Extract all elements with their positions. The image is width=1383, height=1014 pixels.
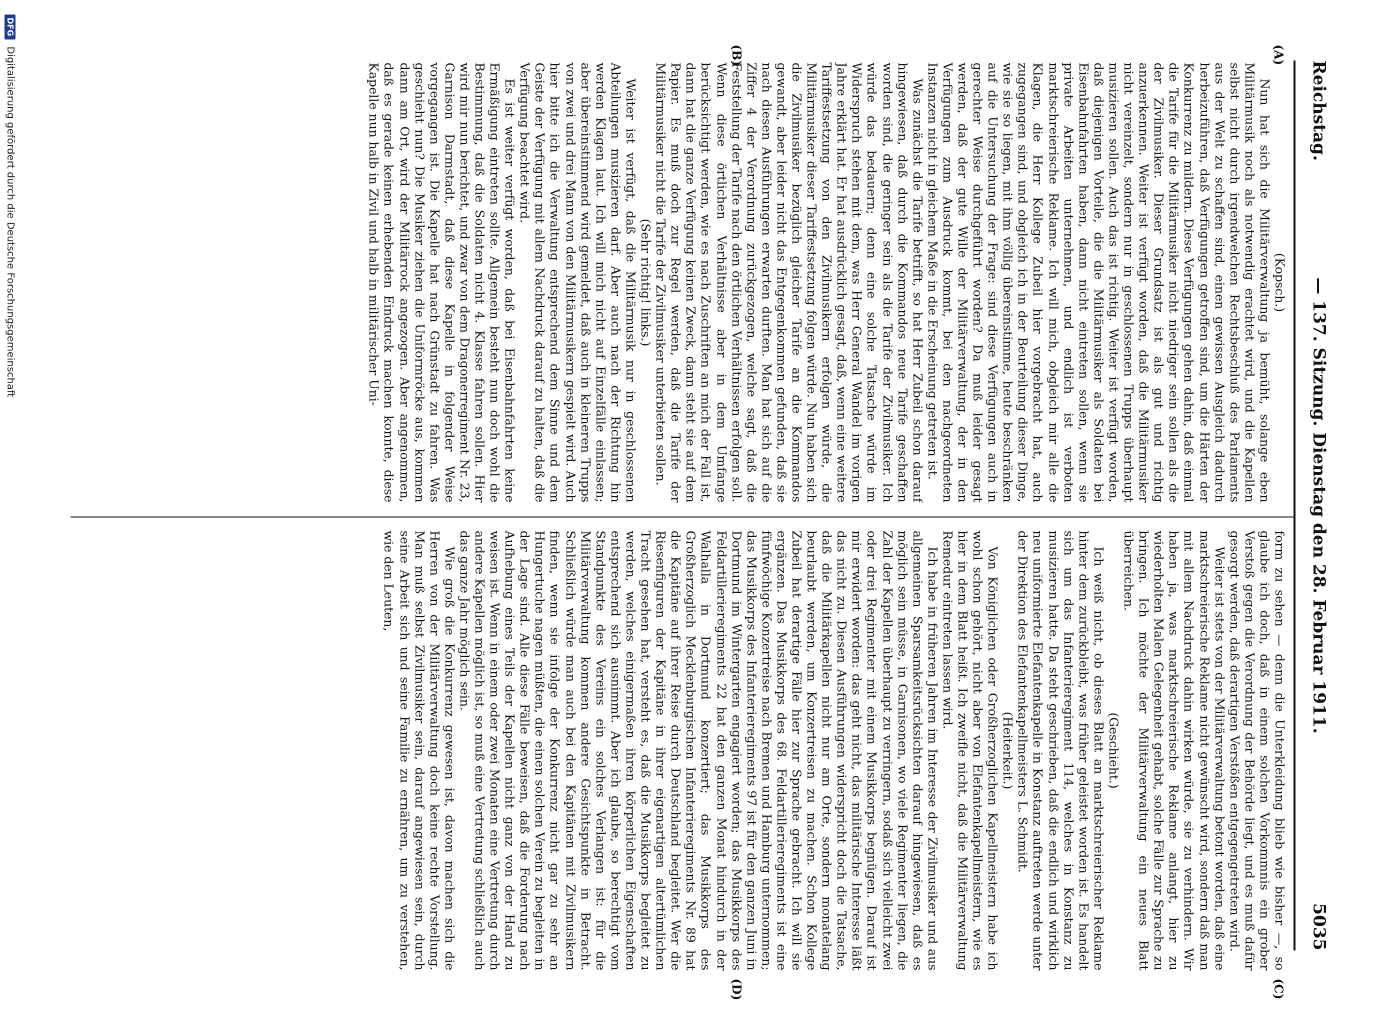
column-divider xyxy=(70,516,1293,517)
page-header xyxy=(1298,60,1328,950)
paragraph: Weiter ist stets von der Militärverwaltung betont worden, daß eine marktschreierische Reklame nicht gewünscht wird, sondern daß man mit allem Nachdruck dahin wirken würde, sie zu verhindern. Wir haben ja, was marktschreierische Reklame anlangt, hier zu wiederholten Malen Gelegenheit gehabt, solche Fälle zur Sprache zu bringen. Ich möchte der Militärverwaltung ein neues Blatt überreichen. xyxy=(1121,530,1227,970)
margin-mark-a: (A) xyxy=(1271,44,1285,65)
speech-interjection: (Geschieht.) xyxy=(1105,711,1121,789)
paragraph: Ich weiß nicht, ob dieses Blatt an marktschreierischer Reklame hinter dem zurückbleibt, was früher geleistet worden ist. Es handelt sich um das Infanterieregiment 114, welches in Konstanz zu musizieren hatte. Da steht geschrieben, daß die endlich und wirklich neu uniformierte Elefantenkapelle in Konstanz auftreten werde unter der Direktion des Elefantenkapellmeisters L. Schmidt. xyxy=(1015,530,1106,970)
margin-mark-c: (C) xyxy=(1271,978,1285,999)
paragraph: Wie groß die Konkurrenz gewesen ist, davon machen sich die Herren von der Militärverwaltung doch keine rechte Vorstellung. Man muß selbst Zivilmusiker sein, darauf angewiesen sein, durch seine Arbeit sich und seine Familie zu ernähren, um zu verstehen, wie den Leuten, xyxy=(381,530,457,970)
page-number: 5035 xyxy=(1308,902,1328,950)
paragraph: Weiter ist verfügt, daß die Militärmusik nur in geschlossenen Abteilungen musizieren darf. Aber auch nach der Richtung hin werden Klagen laut. Ich will mich nicht auf Einzelfälle einlassen; aber übereinstimmend wird gemeldet, daß auch in kleineren Trupps von zwei und drei Mann von den Militärmusikern gespielt wird. Auch hier bitte ich die Verwaltung entsprechend dem Sinne und dem Geiste der Verfügung mit allem Nachdruck darauf zu halten, daß die Verfügung beachtet wird. xyxy=(517,62,638,502)
margin-mark-b: (B) xyxy=(729,44,743,66)
right-column xyxy=(70,530,1287,970)
paragraph: Nun hat sich die Militärverwaltung ja bemüht, solange eben Militärmusik noch als notwendig erachtet wird, und die Kapellen selbst nicht durch irgendwelchen Rechtsbeschluß des Parlaments aus der Welt zu schaffen sind, einen gewissen Ausgleich dadurch herbeizuführen, daß Verfügungen getroffen sind, um die Härten der Konkurrenz zu mildern. Diese Verfügungen gehen dahin, daß einmal die Tarife für die Militärmusiker nicht niedriger sein sollen als die der Zivilmusiker. Dieser Grundsatz ist als gut und richtig anzuerkennen. Weiter ist verfügt worden, daß die Militärmusiker nicht vereinzelt, sondern nur in geschlossenen Trupps überhaupt musizieren sollen. Auch das ist richtig. Weiter ist verfügt worden, daß diejenigen Vorteile, die die Militärmusiker als Soldaten bei Eisenbahnfahrten haben, dann nicht eintreten sollen, wenn sie private Arbeiten unternehmen, und endlich ist verboten marktschreierische Reklame. Ich will mich, obgleich mir alle die Klagen, die Herr Kollege Zubeil hier vorgebracht hat, auch zugegangen sind, und obgleich ich in der Beurteilung dieser Dinge, wie sie so liegen, mit ihm völlig übereinstimme, heute beschränken auf die Untersuchung der Frage: sind diese Verfügungen auch in gerechter Weise durchgeführt worden? Da muß leider gesagt werden, daß der gute Wille der Militärverwaltung, der in den Verfügungen zum Ausdruck kommt, bei den nachgeordneten Instanzen nicht in gleichem Maße in die Erscheinung getreten ist. xyxy=(924,62,1272,502)
header-left: Reichstag. xyxy=(1308,60,1328,161)
speech-interjection: (Heiterkeit.) xyxy=(1000,711,1016,789)
dfg-logo: DFG xyxy=(4,14,15,39)
paragraph: Es ist weiter verfügt worden, daß bei Eisenbahnfahrten keine Ermäßigung eintreten sollte. Allgemein besteht nun doch wohl die Bestimmung, daß die Soldaten nicht 4. Klasse fahren sollen. Hier wird mir nun berichtet, und zwar von dem Dragonerregiment Nr. 23, Garnison Darmstadt, daß diese Kapelle in folgender Weise vorgegangen ist. Die Kapelle hat nach Grünstadt zu fahren. Was geschieht nun? Die Musiker ziehen die Uniformröcke aus, kommen dann am Ort, wird der Militärrock angezogen. Aber angenommen, daß es gerade keinen erhebenden Eindruck machen konnte, diese Kapelle nun halb in Zivil und halb in militärischer Uni- xyxy=(366,62,518,502)
paragraph: Was zunächst die Tarife betrifft, so hat Herr Zubeil schon darauf hingewiesen, daß durch die Kommandos neue Tarife geschaffen worden sind, die geringer sein als die Tarife der Zivilmusiker. Ich würde das bedauern; denn eine solche Tatsache würde im Widerspruch stehen mit dem, was Herr General Wandel im vorigen Jahre erklärt hat. Er hat ausdrücklich gesagt, daß, wenn eine weitere Tariffestsetzung von den Zivilmusikern erfolgen würde, die Militärmusiker dieser Tariffestsetzung folgen würde. Nun haben sich die Zivilmusiker bezüglich gleicher Tarife an die Kommandos gewandt, aber leider nicht das Entgegenkommen gefunden, daß sie nach diesen Ausführungen erwarten durften. Man hat sich auf die Ziffer 4 der Verordnung zurückgezogen, welche sagt, daß die Feststellung der Tarife nach den örtlichen Verhältnissen erfolgen soll. Wenn diese örtlichen Verhältnisse aber in dem Umfange berücksichtigt werden, wie es nach Zuschriften an mich der Fall ist, dann hat die ganze Verfügung keinen Zweck, dann steht sie auf dem Papier. Es muß doch zur Regel werden, daß die Tarife der Militärmusiker nicht die Tarife der Zivilmusiker unterbieten sollen. xyxy=(653,62,925,502)
header-center: — 137. Sitzung. Dienstag den 28. Februar 1911. xyxy=(1308,276,1328,734)
footer-text: Digitalisierung gefördert durch die Deutsche Forschungsgemeinschaft xyxy=(4,45,15,397)
left-column xyxy=(70,62,1287,502)
speech-interjection: (Sehr richtig! links.) xyxy=(638,218,654,346)
header-rule xyxy=(1293,60,1295,950)
paragraph: form zu sehen — denn die Unterkleidung blieb wie bisher —, so glaube ich doch, daß in einem solchen Vorkommnis ein grober Verstoß gegen die Verordnung der Behörde liegt, und es muß dafür gesorgt werden, daß derartigen Verstößen entgegengetreten wird. xyxy=(1226,530,1287,970)
margin-mark-d: (D) xyxy=(729,978,743,1000)
paragraph: Von Königlichen oder Großherzoglichen Kapellmeistern habe ich wohl schon gehört, nicht aber von Elefantenkapellmeistern, wie es hier in dem Blatt heißt. Ich zweifle nicht, daß die Militärverwaltung Remedur eintreten lassen wird. xyxy=(939,530,1001,970)
page-footer xyxy=(4,14,15,1014)
paragraph: Ich habe in früheren Jahren im Interesse der Zivilmusiker und aus allgemeinen Sparsamkeitsrücksichten darauf hingewiesen, daß es möglich sein müsse, in Garnisonen, wo viele Regimenter liegen, die Zahl der Kapellen überhaupt zu verringern, sodaß sich vielleicht zwei oder drei Regimenter mit einem Musikkorps begnügen. Darauf ist mir erwidert worden: das geht nicht, das militärische Interesse läßt das nicht zu. Diesen Ausführungen widerspricht doch die Tatsache, daß die Militärkapellen nicht nur am Orte, sondern monatelang beurlaubt werden, um Konzertreisen zu machen. Schon Kollege Zubeil hat derartige Fälle hier zur Sprache gebracht. Ich will sie ergänzen. Das Musikkorps des 68. Feldartillerieregiments ist eine fünfwöchige Konzertreise nach Bremen und Hamburg unternommen; das Musikkorps des Infanterieregiments 97 ist für den ganzen Juni in Dortmund im Wintergarten engagiert worden; das Musikkorps des Feldartillerieregiments 22 hat den ganzen Monat hindurch in der Walhalla in Dortmund konzertiert; das Musikkorps des Großherzoglich Mecklenburgischen Infanterieregiments Nr. 89 hat die Kapitäne auf ihrer Reise durch Deutschland begleitet. Wer die Riesenfiguren der Kapitäne in ihrer eigenartigen altertümlichen Tracht gesehen hat, versteht es, daß die Musikkorps begleitet zu werden, welches einigermaßen ihren körperlichen Eigenschaften entsprechend sich ausnimmt. Aber ich glaube, so berechtigt vom Standpunkte des Vereins ein solches Verlangen ist: für die Militärverwaltung kommen andere Gesichtspunkte in Betracht. Schließlich würde man auch bei den Kapitänen mit Zivilmusikern finden, wenn sie infolge der Konkurrenz nicht gar zu sehr an Hungertuche nagen müßten, die einen solchen Verein zu begleiten in der Lage sind. Alle diese Fälle beweisen, daß die Forderung nach Aufhebung eines Teils der Kapellen nicht ganz von der Hand zu weisen ist. Wenn in einem oder zwei Monaten eine Vertretung durch andere Kapellen möglich ist, so muß eine Vertretung schließlich auch das ganze Jahr möglich sein. xyxy=(456,530,940,970)
speech-interjection: (Kopsch.) xyxy=(1272,252,1287,312)
